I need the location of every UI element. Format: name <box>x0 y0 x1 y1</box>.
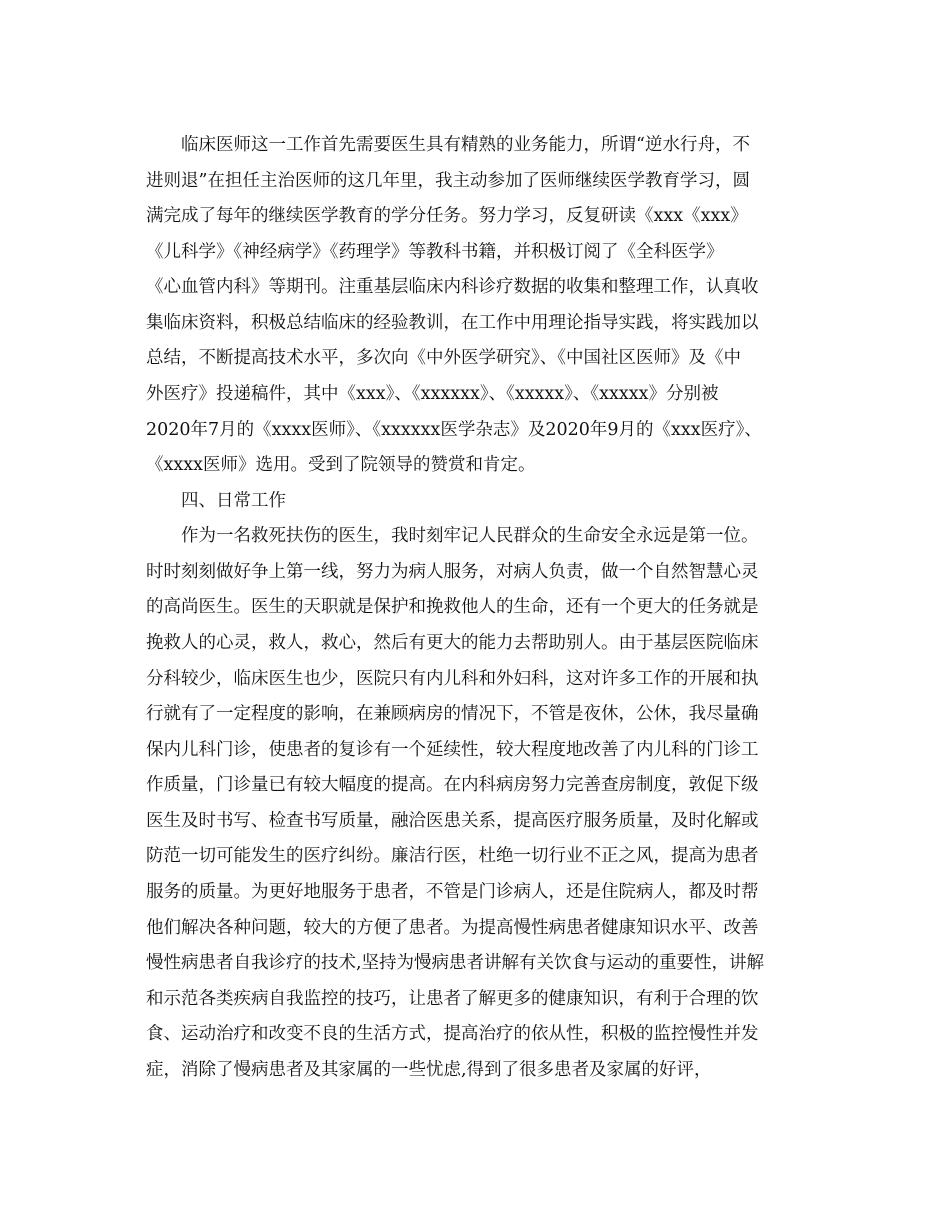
text-line: 外医疗》投递稿件，其中《xxx》、《xxxxxx》、《xxxxx》、《xxxxx》分别被 <box>146 384 719 404</box>
text-line: 保内儿科门诊，使患者的复诊有一个延续性，较大程度地改善了内儿科的门诊工 <box>146 740 759 760</box>
text-line: 作为一名救死扶伤的医生，我时刻牢记人民群众的生命安全永远是第一位。 <box>146 526 759 546</box>
text-line: 时时刻刻做好争上第一线，努力为病人服务，对病人负责，做一个自然智慧心灵 <box>146 562 759 582</box>
text-line: 防范一切可能发生的医疗纠纷。廉洁行医，杜绝一切行业不正之风，提高为患者 <box>146 846 759 866</box>
text-line: 《xxxx医师》选用。受到了院领导的赞赏和肯定。 <box>146 455 536 475</box>
text-line: 食、运动治疗和改变不良的生活方式，提高治疗的依从性，积极的监控慢性并发 <box>146 1024 759 1044</box>
text-line: 慢性病患者自我诊疗的技术,坚持为慢病患者讲解有关饮食与运动的重要性，讲解 <box>146 953 765 973</box>
text-line: 的高尚医生。医生的天职就是保护和挽救他人的生命，还有一个更大的任务就是 <box>146 597 759 617</box>
text-line: 《儿科学》《神经病学》《药理学》等教科书籍，并积极订阅了《全科医学》 <box>146 242 724 262</box>
text-line: 症，消除了慢病患者及其家属的一些忧虑,得到了很多患者及家属的好评， <box>146 1060 712 1080</box>
text-line: 服务的质量。为更好地服务于患者，不管是门诊病人，还是住院病人，都及时帮 <box>146 882 759 902</box>
text-line: 进则退”在担任主治医师的这几年里，我主动参加了医师继续医学教育学习，圆 <box>146 171 750 191</box>
section-heading: 四、日常工作 <box>146 491 286 511</box>
text-line: 《心血管内科》等期刊。注重基层临床内科诊疗数据的收集和整理工作，认真收 <box>146 277 759 297</box>
text-line: 临床医师这一工作首先需要医生具有精熟的业务能力，所谓“逆水行舟，不 <box>146 135 750 155</box>
text-line: 2020年7月的《xxxx医师》、《xxxxxx医学杂志》及2020年9月的《xxx医疗》、 <box>146 420 762 440</box>
text-line: 作质量，门诊量已有较大幅度的提高。在内科病房努力完善查房制度，敦促下级 <box>146 775 759 795</box>
text-line: 医生及时书写、检查书写质量，融洽医患关系，提高医疗服务质量，及时化解或 <box>146 811 759 831</box>
text-line: 总结，不断提高技术水平，多次向《中外医学研究》、《中国社区医师》及《中 <box>146 348 741 368</box>
text-line: 和示范各类疾病自我监控的技巧，让患者了解更多的健康知识，有利于合理的饮 <box>146 989 759 1009</box>
text-line: 分科较少，临床医生也少，医院只有内儿科和外妇科，这对许多工作的开展和执 <box>146 669 759 689</box>
text-line: 满完成了每年的继续医学教育的学分任务。努力学习，反复研读《xxx《xxx》 <box>146 206 748 226</box>
text-line: 行就有了一定程度的影响，在兼顾病房的情况下，不管是夜休，公休，我尽量确 <box>146 704 759 724</box>
text-line: 挽救人的心灵，救人，救心，然后有更大的能力去帮助别人。由于基层医院临床 <box>146 633 759 653</box>
text-line: 集临床资料，积极总结临床的经验教训，在工作中用理论指导实践，将实践加以 <box>146 313 759 333</box>
text-line: 他们解决各种问题，较大的方便了患者。为提高慢性病患者健康知识水平、改善 <box>146 918 759 938</box>
